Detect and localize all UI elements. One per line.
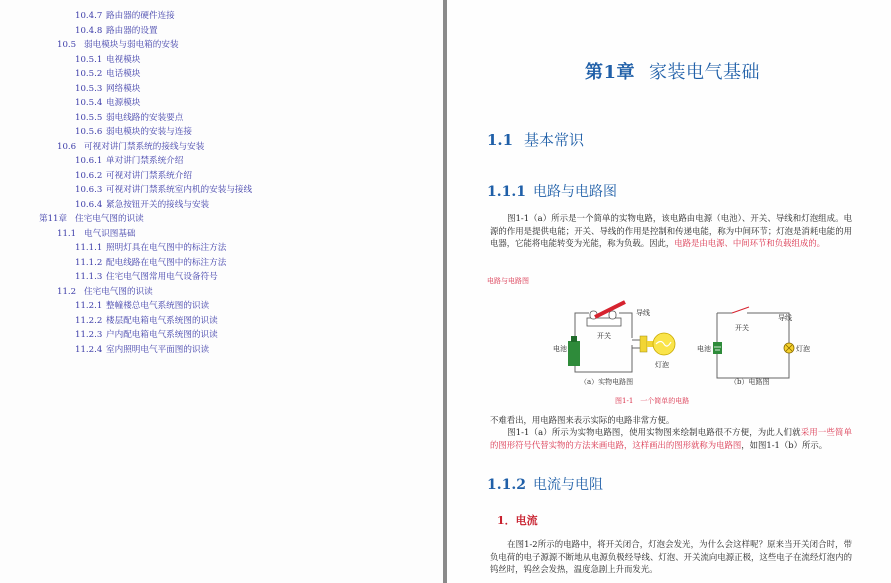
toc-entry[interactable] xyxy=(75,113,183,124)
label-bulb-a: 灯泡 xyxy=(655,361,669,369)
toc-entry-title: 住宅电气图的识读 xyxy=(84,287,153,297)
toc-entry-title: 电视模块 xyxy=(106,55,141,65)
toc-entry[interactable] xyxy=(75,258,226,269)
toc-entry-title: 可视对讲门禁系统室内机的安装与接线 xyxy=(106,185,253,195)
paragraph-text: ，如图1-1（b）所示。 xyxy=(741,439,828,450)
toc-entry-number: 11.2.3 xyxy=(75,330,103,340)
toc-entry[interactable] xyxy=(57,229,136,240)
label-switch-a: 开关 xyxy=(597,332,611,340)
toc-entry-title: 住宅电气图常用电气设备符号 xyxy=(106,272,218,282)
toc-entry-title: 紧急按钮开关的接线与安装 xyxy=(106,200,210,210)
label-switch-b: 开关 xyxy=(735,324,749,332)
toc-entry[interactable] xyxy=(75,98,140,109)
toc-entry[interactable] xyxy=(57,287,153,298)
paragraph-text: 图1-1（a）所示为实物电路图，使用实物图来绘制电路很不方便，为此人们就 xyxy=(507,427,801,437)
subsection-current: 1．电流 xyxy=(497,514,538,527)
toc-entry-title: 弱电模块与弱电箱的安装 xyxy=(84,40,179,50)
figure-caption: 图1-1 一个简单的电路 xyxy=(615,397,690,405)
toc-entry[interactable] xyxy=(75,185,252,196)
section-number: 1.1.2 xyxy=(487,477,526,493)
toc-entry[interactable] xyxy=(75,11,175,22)
toc-entry-title: 楼层配电箱电气系统图的识读 xyxy=(106,316,218,326)
toc-entry-number: 10.5.2 xyxy=(75,69,103,79)
label-battery-a: 电池 xyxy=(553,345,567,353)
paragraph-text: 在图1-2所示的电路中，将开关闭合，灯泡会发光，为什么会这样呢？原来当开关闭合时，带负电荷的电子源源不断地从电源负极经导线、灯泡、开关流向电源正极，这些电子在流经灯泡内的钨丝时，钨丝会发热，温度急剧上升而发光。 xyxy=(490,539,852,575)
toc-entry[interactable] xyxy=(75,345,209,356)
section-title: 电路与电路图 xyxy=(533,184,617,200)
toc-entry-number: 10.5.4 xyxy=(75,98,103,108)
toc-entry[interactable] xyxy=(57,40,179,51)
content-page xyxy=(447,0,891,583)
toc-entry-number: 10.6.1 xyxy=(75,156,103,166)
paragraph-conclusion xyxy=(490,414,852,427)
toc-entry-number: 10.5 xyxy=(57,40,77,50)
toc-entry-number: 10.6.4 xyxy=(75,200,103,210)
label-wire-b: 导线 xyxy=(778,314,792,322)
section-title: 基本常识 xyxy=(524,131,585,149)
toc-entry[interactable] xyxy=(75,127,192,138)
toc-entry[interactable] xyxy=(75,330,218,341)
toc-entry-number: 10.5.3 xyxy=(75,84,103,94)
toc-entry-number: 11.2.1 xyxy=(75,301,103,311)
toc-entry-number: 11.1.1 xyxy=(75,243,103,253)
toc-entry-number: 10.6.2 xyxy=(75,171,103,181)
toc-entry-title: 电气识图基础 xyxy=(84,229,136,239)
section-heading-1-1-2 xyxy=(487,474,603,494)
toc-entry-title: 配电线路在电气图中的标注方法 xyxy=(106,258,227,268)
toc-entry-number: 11.2.4 xyxy=(75,345,103,355)
toc-entry[interactable] xyxy=(57,142,204,153)
subcaption-b: （b）电路图 xyxy=(730,378,770,386)
toc-entry[interactable] xyxy=(75,243,226,254)
toc-entry-title: 路由器的设置 xyxy=(106,26,158,36)
toc-entry-number: 10.6.3 xyxy=(75,185,103,195)
toc-entry-number: 10.4.8 xyxy=(75,26,103,36)
toc-entry-title: 可视对讲门禁系统介绍 xyxy=(106,171,192,181)
toc-entry[interactable] xyxy=(75,84,140,95)
label-wire-a: 导线 xyxy=(636,309,650,317)
toc-entry-title: 电话模块 xyxy=(106,69,141,79)
toc-entry-number: 11.1.3 xyxy=(75,272,103,282)
toc-entry[interactable] xyxy=(75,69,140,80)
toc-page xyxy=(0,0,443,583)
subcaption-a: （a）实物电路图 xyxy=(580,378,634,386)
chapter-name: 家装电气基础 xyxy=(649,62,761,83)
toc-entry-title: 路由器的硬件连接 xyxy=(106,11,175,21)
toc-entry-number: 11.1.2 xyxy=(75,258,103,268)
figure-label: 电路与电路图 xyxy=(487,277,529,285)
toc-entry-title: 可视对讲门禁系统的接线与安装 xyxy=(84,142,205,152)
toc-entry[interactable] xyxy=(39,214,144,225)
toc-entry[interactable] xyxy=(75,200,209,211)
paragraph-text: 图1-1（a）所示是一个简单的实物电路，该电路由电源（电池）、开关、导线和灯泡组成。电源的作用是提供电能；开关、导线的作用是控制和传递电能，称为中间环节；灯泡是消耗电能的用电器，它能将电能转变为光能，称为负载。因此， xyxy=(490,213,852,249)
section-number: 1.1.1 xyxy=(487,184,526,200)
toc-entry-title: 住宅电气图的识读 xyxy=(75,214,144,224)
label-battery-b: 电池 xyxy=(697,345,711,353)
toc-entry-title: 室内照明电气平面图的识读 xyxy=(106,345,210,355)
paragraph-circuit-diagram xyxy=(490,426,852,451)
toc-entry-number: 10.5.1 xyxy=(75,55,103,65)
toc-entry-title: 户内配电箱电气系统图的识读 xyxy=(106,330,218,340)
toc-entry-title: 电源模块 xyxy=(106,98,141,108)
toc-entry[interactable] xyxy=(75,55,140,66)
toc-entry-title: 单对讲门禁系统介绍 xyxy=(106,156,184,166)
toc-entry[interactable] xyxy=(75,301,209,312)
chapter-number: 第1章 xyxy=(585,62,636,83)
toc-entry[interactable] xyxy=(75,316,218,327)
toc-entry-title: 弱电线路的安装要点 xyxy=(106,113,184,123)
circuit-diagrams xyxy=(447,0,891,583)
toc-entry-title: 整幢楼总电气系统图的识读 xyxy=(106,301,210,311)
toc-entry[interactable] xyxy=(75,171,192,182)
toc-entry-number: 10.6 xyxy=(57,142,77,152)
section-title: 电流与电阻 xyxy=(533,477,603,493)
toc-entry-number: 11.1 xyxy=(57,229,77,239)
label-bulb-b: 灯泡 xyxy=(796,345,810,353)
toc-entry-number: 10.4.7 xyxy=(75,11,103,21)
toc-entry[interactable] xyxy=(75,156,183,167)
section-number: 1.1 xyxy=(487,131,514,149)
paragraph-current xyxy=(490,538,852,576)
toc-entry-number: 第11章 xyxy=(39,214,68,224)
toc-entry[interactable] xyxy=(75,272,218,283)
toc-entry-number: 11.2 xyxy=(57,287,77,297)
emphasis-text: 采用一些简单的图形符号代替实物的方法来画电路，这样画出的图形就称为电路图 xyxy=(490,427,853,450)
toc-entry-title: 照明灯具在电气图中的标注方法 xyxy=(106,243,227,253)
figure-1-1 xyxy=(447,0,891,583)
toc-entry[interactable] xyxy=(75,26,158,37)
paragraph-text: 不难看出，用电路图来表示实际的电路非常方便。 xyxy=(490,415,675,425)
toc-entry-title: 弱电模块的安装与连接 xyxy=(106,127,192,137)
toc-entry-number: 10.5.6 xyxy=(75,127,103,137)
toc-entry-number: 11.2.2 xyxy=(75,316,103,326)
toc-entry-number: 10.5.5 xyxy=(75,113,103,123)
emphasis-text: 电路是由电源、中间环节和负载组成的。 xyxy=(674,238,825,249)
toc-entry-title: 网络模块 xyxy=(106,84,141,94)
